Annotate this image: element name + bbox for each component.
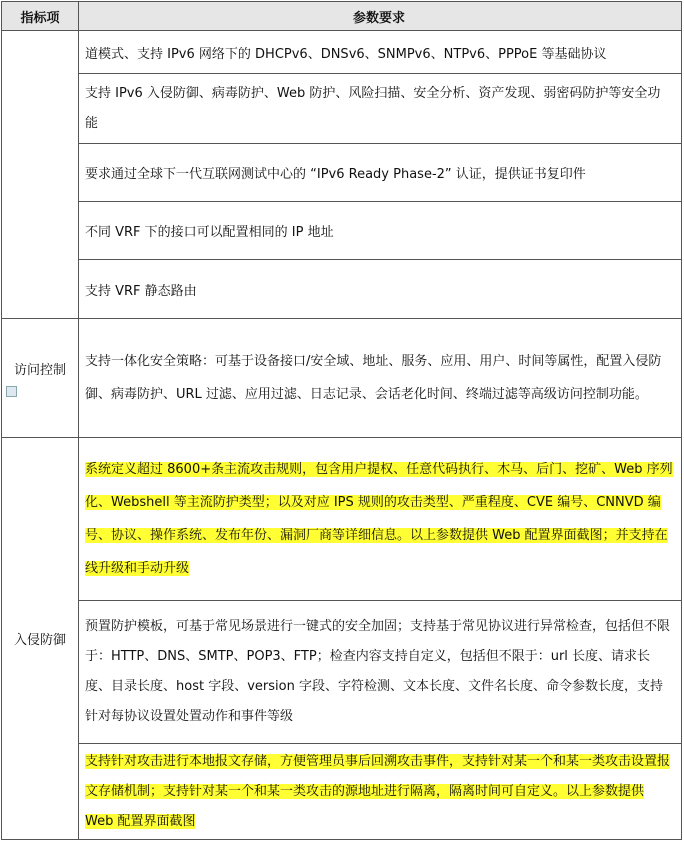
requirement-cell-highlighted: 支持针对攻击进行本地报文存储，方便管理员事后回溯攻击事件，支持针对某一个和某一类攻击设置报文存储机制；支持针对某一个和某一类攻击的源地址进行隔离，隔离时间可自定义。以上参数提供 Web 配置界面截图 — [85, 753, 671, 829]
group-label — [2, 31, 79, 318]
document-icon — [6, 386, 17, 397]
header-requirement: 参数要求 — [352, 10, 405, 26]
requirement-cell: 要求通过全球下一代互联网测试中心的 “IPv6 Ready Phase-2” 认证，提供证书复印件 — [79, 144, 681, 202]
group-label-cell — [2, 319, 79, 437]
requirement-cell: 支持 IPv6 入侵防御、病毒防护、Web 防护、风险扫描、安全分析、资产发现、弱密码防护等安全功能 — [79, 74, 681, 144]
requirement-cell: 不同 VRF 下的接口可以配置相同的 IP 地址 — [79, 202, 681, 260]
requirements-table — [1, 1, 682, 840]
table-header-row — [2, 2, 681, 31]
group-ipv6 — [2, 31, 681, 319]
group-label: 访问控制 — [13, 363, 66, 378]
requirement-cell: 道模式、支持 IPv6 网络下的 DHCPv6、DNSv6、SNMPv6、NTPv6、PPPoE 等基础协议 — [79, 31, 681, 74]
requirement-cell: 预置防护模板，可基于常见场景进行一键式的安全加固；支持基于常见协议进行异常检查，包括但不限于：HTTP、DNS、SMTP、POP3、FTP；检查内容支持自定义，包括但不限于：url 长度、请求长度、目录长度、host 字段、version 字段、字符检测、文本长度、文件名长度、命令参数长度，支持针对每协议设置处置动作和事件等级 — [79, 601, 681, 744]
requirement-cell: 支持一体化安全策略：可基于设备接口/安全域、地址、服务、应用、用户、时间等属性，配置入侵防御、病毒防护、URL 过滤、应用过滤、日志记录、会话老化时间、终端过滤等高级访问控制功能。 — [85, 354, 662, 402]
requirement-cell-highlighted: 系统定义超过 8600+条主流攻击规则，包含用户提权、任意代码执行、木马、后门、挖矿、Web 序列化、Webshell 等主流防护类型；以及对应 IPS 规则的攻击类型、严重程度、CVE 编号、CNNVD 编号、协议、操作系统、发布年份、漏洞厂商等详细信息。以上参数提供 Web 配置界面截图；并支持在线升级和手动升级 — [79, 438, 681, 601]
group-label: 入侵防御 — [2, 438, 79, 839]
requirement-cell: 支持 VRF 静态路由 — [85, 283, 197, 299]
header-indicator: 指标项 — [2, 2, 79, 30]
group-access-control — [2, 319, 681, 438]
group-intrusion-prevention — [2, 438, 681, 839]
